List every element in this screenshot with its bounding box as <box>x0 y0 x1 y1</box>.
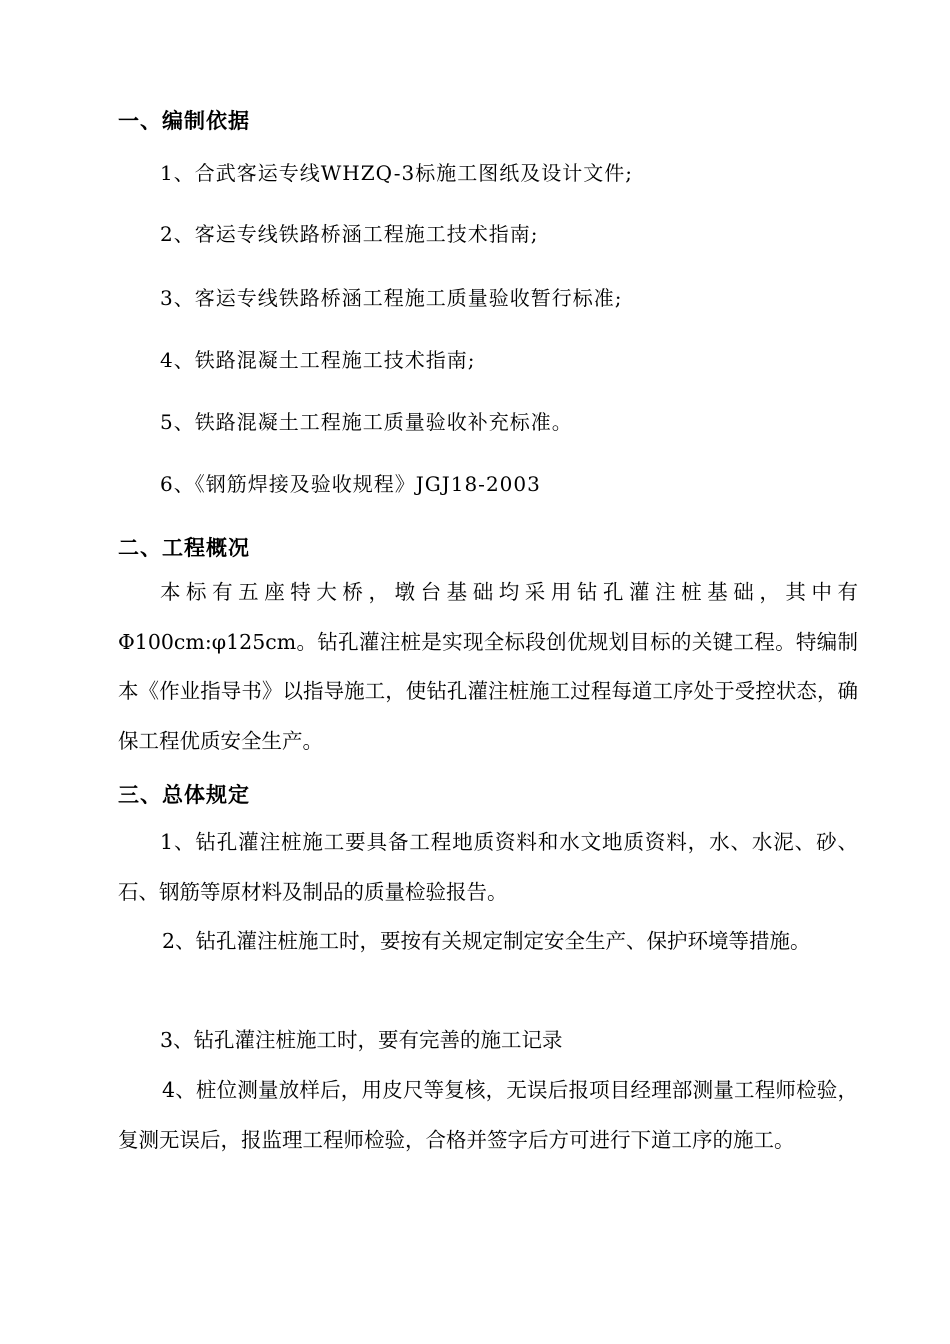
rule-paragraph: 4、桩位测量放样后，用皮尺等复核，无误后报项目经理部测量工程师检验，复测无误后，报监理工程师检验，合格并签字后方可进行下道工序的施工。 <box>118 1078 858 1152</box>
section-heading-general-rules: 三、总体规定 <box>118 783 250 807</box>
list-item: 2、客运专线铁路桥涵工程施工技术指南; <box>160 222 539 246</box>
rule-paragraph: 1、钻孔灌注桩施工要具备工程地质资料和水文地质资料，水、水泥、砂、石、钢筋等原材料及制品的质量检验报告。 <box>118 830 858 904</box>
section-heading-overview: 二、工程概况 <box>118 536 250 560</box>
list-item: 4、铁路混凝土工程施工技术指南; <box>160 348 476 372</box>
overview-paragraph: 本标有五座特大桥，墩台基础均采用钻孔灌注桩基础，其中有Φ100cm:φ125cm。钻孔灌注桩是实现全标段创优规划目标的关键工程。特编制本《作业指导书》以指导施工，使钻孔灌注桩施工过程每道工序处于受控状态，确保工程优质安全生产。 <box>118 580 858 753</box>
list-item: 3、客运专线铁路桥涵工程施工质量验收暂行标准; <box>160 286 623 310</box>
rule-paragraph: 3、钻孔灌注桩施工时，要有完善的施工记录 <box>160 1028 563 1052</box>
list-item: 1、合武客运专线WHZQ-3标施工图纸及设计文件; <box>160 161 633 185</box>
list-item: 5、铁路混凝土工程施工质量验收补充标准。 <box>160 410 573 434</box>
section-heading-basis: 一、编制依据 <box>118 109 250 133</box>
list-item: 6、《钢筋焊接及验收规程》JGJ18-2003 <box>160 472 541 496</box>
rule-paragraph: 2、钻孔灌注桩施工时，要按有关规定制定安全生产、保护环境等措施。 <box>162 929 811 953</box>
